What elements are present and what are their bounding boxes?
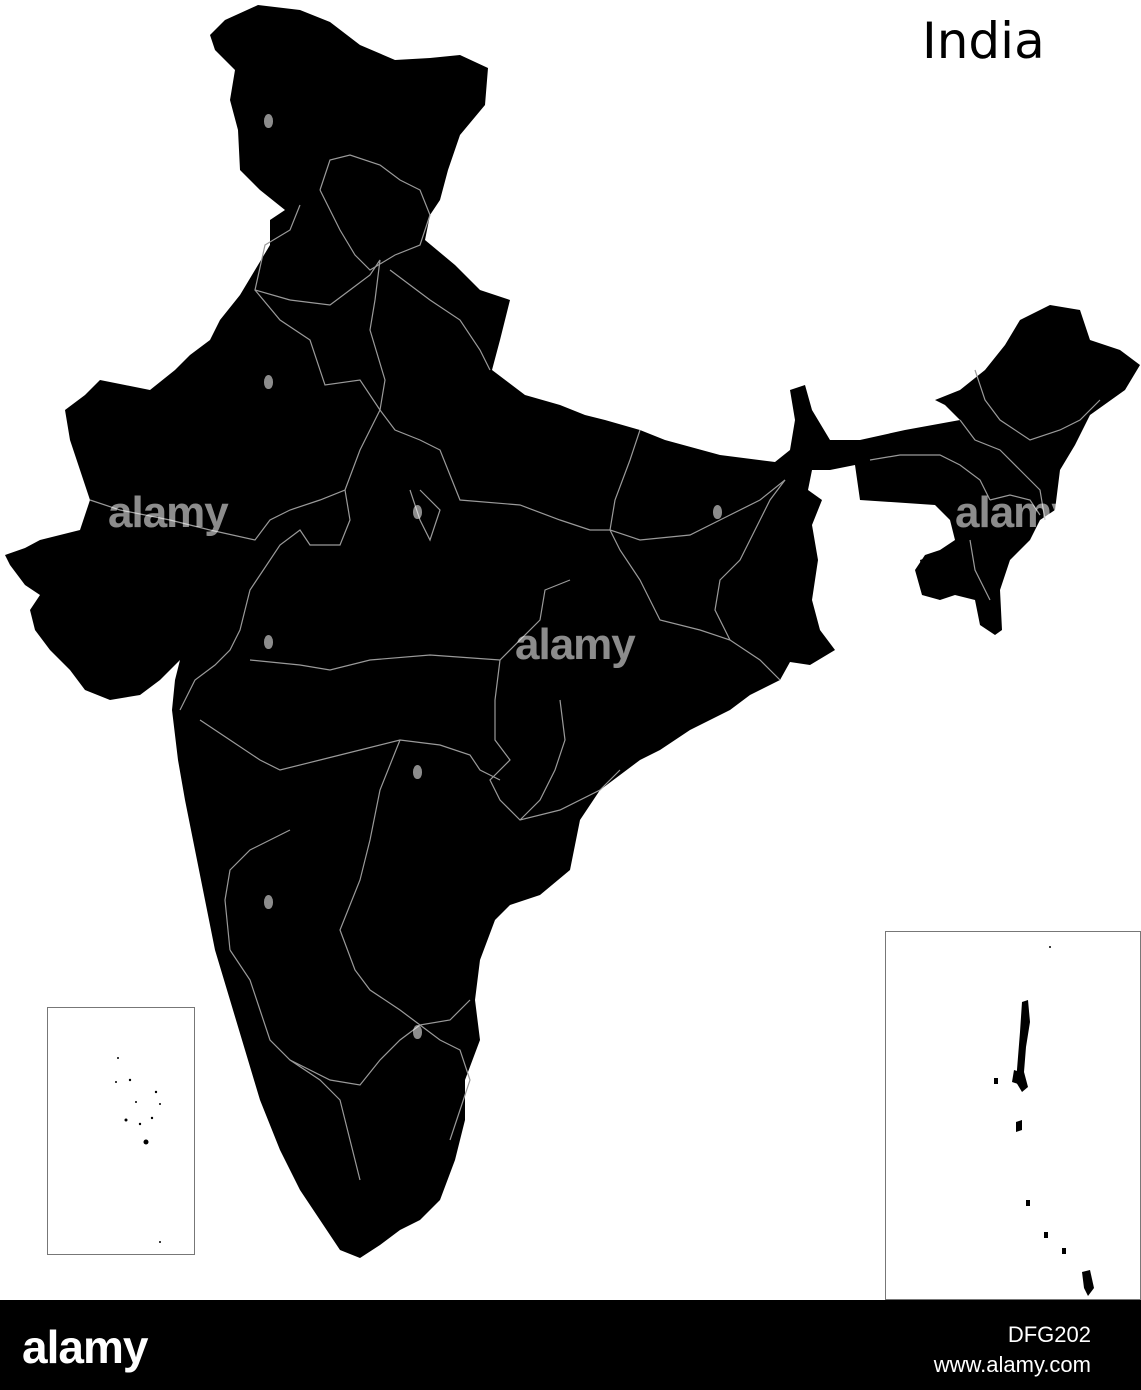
inset-lakshadweep <box>47 1007 195 1255</box>
watermark-icon <box>264 635 273 649</box>
inset-andaman-nicobar <box>885 931 1141 1300</box>
watermark-left: alamy <box>108 488 228 537</box>
map-title: India <box>922 12 1045 70</box>
watermark-icon <box>713 505 722 519</box>
watermark-icon <box>264 895 273 909</box>
watermark-icon <box>413 505 422 519</box>
watermark-icon <box>264 375 273 389</box>
footer-logo: alamy <box>22 1321 148 1373</box>
watermark-icon <box>264 114 273 128</box>
footer-bar <box>0 1300 1141 1390</box>
watermark-center: alamy <box>515 620 635 669</box>
watermark-icon <box>413 1025 422 1039</box>
footer-image-id: DFG202 <box>1007 1322 1091 1347</box>
watermark-right: alamy <box>955 488 1075 537</box>
footer-site: www.alamy.com <box>933 1352 1091 1377</box>
watermark-icon <box>413 765 422 779</box>
lakshadweep-islands <box>48 1008 194 1254</box>
andaman-nicobar-islands <box>886 932 1140 1299</box>
